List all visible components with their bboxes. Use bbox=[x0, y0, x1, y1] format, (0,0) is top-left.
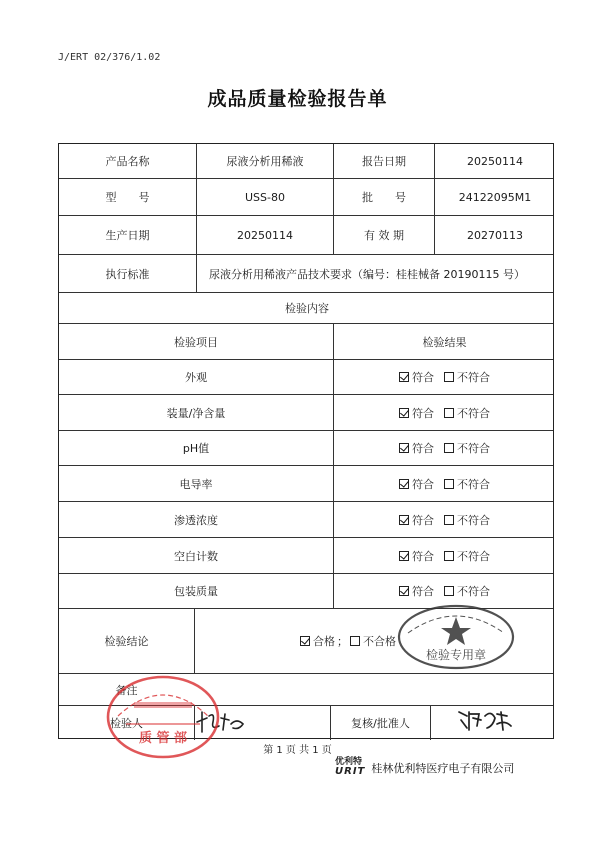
row-product-name bbox=[59, 144, 553, 179]
fail-checkbox[interactable] bbox=[444, 479, 454, 489]
pass-label: 符合 bbox=[412, 549, 434, 563]
footer-brand bbox=[335, 758, 514, 777]
expiry-label: 有 效 期 bbox=[333, 216, 434, 254]
inspection-item-name: 电导率 bbox=[179, 477, 213, 491]
inspection-item-name: 装量/净含量 bbox=[166, 406, 226, 420]
conclusion-pass-checkbox[interactable] bbox=[300, 636, 310, 646]
report-date-value: 20250114 bbox=[434, 144, 555, 178]
inspection-row bbox=[59, 360, 553, 395]
company-logo bbox=[335, 758, 365, 777]
batch-label: 批 号 bbox=[333, 179, 434, 215]
remarks-label: 备注 bbox=[115, 683, 138, 697]
row-section-header bbox=[59, 293, 553, 324]
report-date-label: 报告日期 bbox=[333, 144, 434, 178]
production-date-label: 生产日期 bbox=[105, 229, 150, 242]
conclusion-pass-label: 合格 bbox=[313, 635, 335, 648]
model-value: USS-80 bbox=[196, 179, 333, 215]
product-name-value: 尿液分析用稀液 bbox=[196, 144, 333, 178]
logo-cn-text: 优利特 bbox=[335, 757, 363, 767]
batch-value: 24122095M1 bbox=[434, 179, 555, 215]
standard-label: 执行标准 bbox=[105, 267, 150, 281]
reviewer-signature bbox=[455, 706, 515, 734]
fail-label: 不符合 bbox=[457, 549, 490, 563]
inspection-result bbox=[333, 466, 555, 501]
inspection-result bbox=[333, 360, 555, 394]
standard-value: 尿液分析用稀液产品技术要求（编号：桂桂械备 20190115 号） bbox=[196, 255, 555, 292]
row-model bbox=[59, 179, 553, 216]
fail-checkbox[interactable] bbox=[444, 408, 454, 418]
inspection-item-name: 渗透浓度 bbox=[174, 513, 218, 527]
pass-checkbox[interactable] bbox=[399, 551, 409, 561]
row-standard bbox=[59, 255, 553, 293]
pass-checkbox[interactable] bbox=[399, 372, 409, 382]
fail-label: 不符合 bbox=[457, 371, 490, 384]
inspector-label: 检验人 bbox=[110, 717, 143, 730]
conclusion-fail-checkbox[interactable] bbox=[350, 636, 360, 646]
pass-label: 符合 bbox=[412, 371, 434, 384]
inspection-item-name: 外观 bbox=[185, 371, 207, 384]
conclusion-label: 检验结论 bbox=[104, 635, 149, 648]
page-number: 第 1 页 共 1 页 bbox=[263, 745, 332, 756]
conclusion-result: 合格 ； 不合格 bbox=[194, 609, 555, 673]
document-code: J/ERT 02/376/1.02 bbox=[58, 52, 161, 63]
inspection-item-name: pH值 bbox=[182, 442, 210, 455]
inspection-result bbox=[333, 431, 555, 465]
inspection-result bbox=[333, 538, 555, 573]
product-name-label: 产品名称 bbox=[105, 155, 150, 168]
inspection-row bbox=[59, 395, 553, 431]
document-title: 成品质量检验报告单 bbox=[207, 88, 388, 110]
pass-label: 符合 bbox=[412, 442, 434, 455]
inspection-result bbox=[333, 502, 555, 537]
section-header: 检验内容 bbox=[285, 302, 329, 315]
item-column-header: 检验项目 bbox=[174, 335, 218, 349]
reviewer-label: 复核/批准人 bbox=[330, 706, 430, 740]
inspection-item-name: 空白计数 bbox=[174, 549, 218, 563]
inspection-row bbox=[59, 431, 553, 466]
expiry-value: 20270113 bbox=[434, 216, 555, 254]
fail-label: 不符合 bbox=[457, 585, 490, 598]
production-date-value: 20250114 bbox=[196, 216, 333, 254]
pass-checkbox[interactable] bbox=[399, 479, 409, 489]
pass-label: 符合 bbox=[412, 477, 434, 491]
fail-checkbox[interactable] bbox=[444, 515, 454, 525]
inspection-seal bbox=[396, 603, 516, 671]
fail-label: 不符合 bbox=[457, 442, 490, 455]
inspection-row bbox=[59, 502, 553, 538]
conclusion-fail-label: 不合格 bbox=[363, 635, 396, 648]
inspection-result bbox=[333, 395, 555, 430]
model-label: 型 号 bbox=[105, 191, 150, 204]
inspection-seal-text: 检验专用章 bbox=[425, 648, 487, 662]
logo-en-text: URIT bbox=[335, 766, 366, 777]
fail-checkbox[interactable] bbox=[444, 551, 454, 561]
fail-label: 不符合 bbox=[457, 406, 490, 420]
pass-label: 符合 bbox=[412, 585, 434, 598]
quality-seal-dept: 质 管 部 bbox=[138, 731, 188, 746]
fail-checkbox[interactable] bbox=[444, 443, 454, 453]
pass-checkbox[interactable] bbox=[399, 443, 409, 453]
inspection-row bbox=[59, 466, 553, 502]
result-column-header: 检验结果 bbox=[333, 324, 555, 359]
pass-label: 符合 bbox=[412, 406, 434, 420]
row-column-headers bbox=[59, 324, 553, 360]
pass-checkbox[interactable] bbox=[399, 408, 409, 418]
company-name: 桂林优利特医疗电子有限公司 bbox=[371, 761, 515, 775]
pass-checkbox[interactable] bbox=[399, 586, 409, 596]
pass-checkbox[interactable] bbox=[399, 515, 409, 525]
row-production-date bbox=[59, 216, 553, 255]
inspection-item-name: 包装质量 bbox=[174, 585, 218, 598]
fail-label: 不符合 bbox=[457, 513, 490, 527]
fail-label: 不符合 bbox=[457, 477, 490, 491]
fail-checkbox[interactable] bbox=[444, 372, 454, 382]
pass-label: 符合 bbox=[412, 513, 434, 527]
inspection-row bbox=[59, 538, 553, 574]
fail-checkbox[interactable] bbox=[444, 586, 454, 596]
